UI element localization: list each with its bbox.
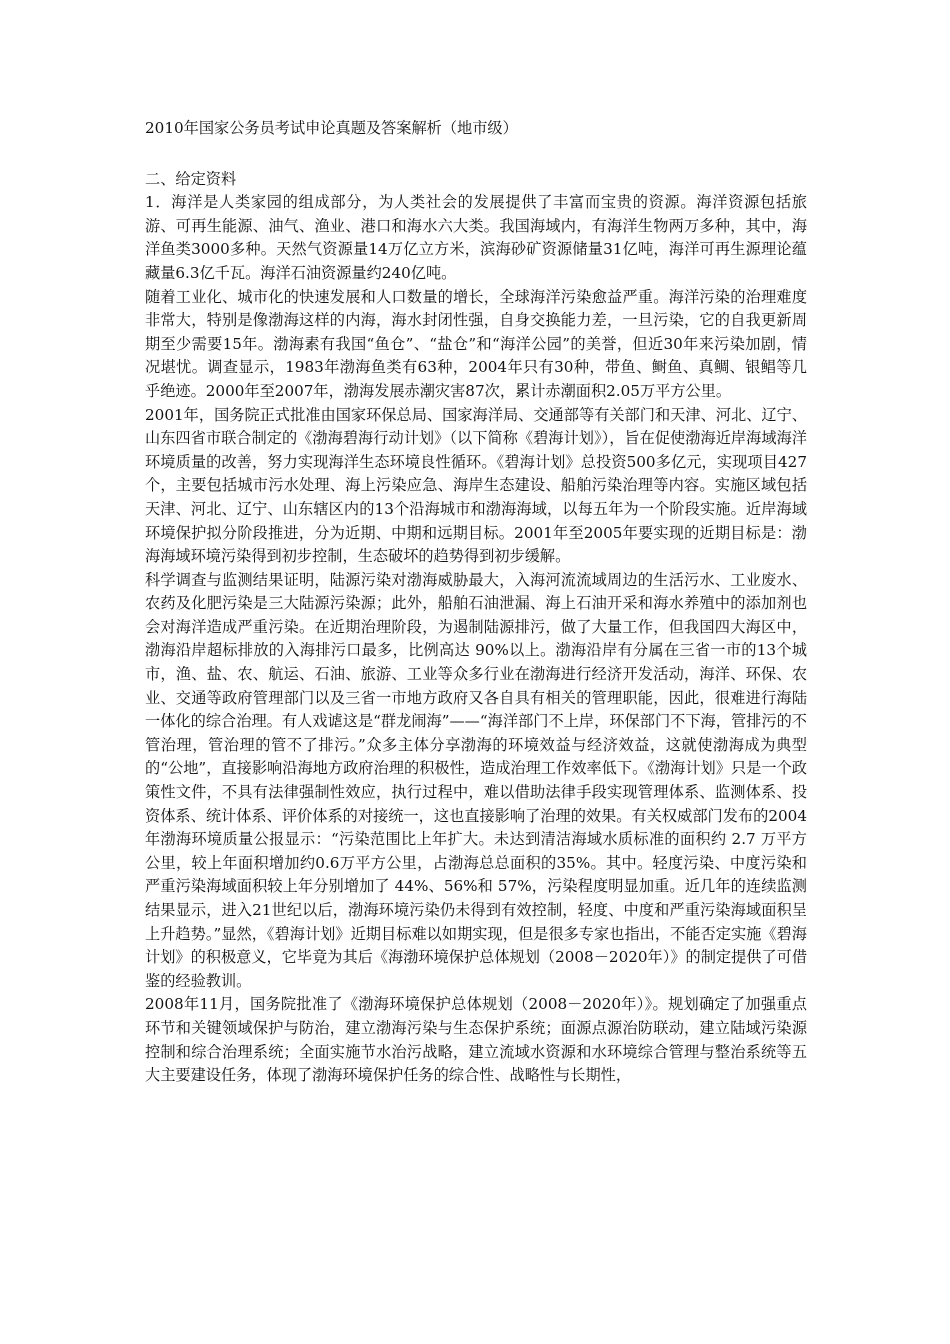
- document-title: 2010年国家公务员考试申论真题及答案解析（地市级）: [145, 119, 518, 137]
- document-page: [145, 117, 807, 1088]
- section-heading: 二、给定资料: [145, 169, 237, 188]
- paragraph-2: 随着工业化、城市化的快速发展和人口数量的增长，全球海洋污染愈益严重。海洋污染的治理难度非常大，特别是像渤海这样的内海，海水封闭性强，自身交换能力差，一旦污染，它的自我更新周期至少需要15年。渤海素有我国“鱼仓”、“盐仓”和“海洋公园”的美誉，但近30年来污染加剧，情况堪忧。调查显示，1983年渤海鱼类有63种，2004年只有30种，带鱼、鲥鱼、真鲷、银鲳等几乎绝迹。2000年至2007年，渤海发展赤潮灾害87次，累计赤潮面积2.05万平方公里。: [145, 287, 807, 400]
- title-spacer: [145, 141, 807, 168]
- paragraph-4: 科学调查与监测结果证明，陆源污染对渤海威胁最大，入海河流流域周边的生活污水、工业废水、农药及化肥污染是三大陆源污染源；此外，船舶石油泄漏、海上石油开采和海水养殖中的添加剂也会对海洋造成严重污染。在近期治理阶段，为遏制陆源排污，做了大量工作，但我国四大海区中，渤海沿岸超标排放的入海排污口最多，比例高达 90%以上。渤海沿岸有分属在三省一市的13个城市，渔、盐、农、航运、石油、旅游、工业等众多行业在渤海进行经济开发活动，海洋、环保、农业、交通等政府管理部门以及三省一市地方政府又各自具有相关的管理职能，因此，很难进行海陆一体化的综合治理。有人戏谑这是“群龙闹海”——“海洋部门不上岸，环保部门不下海，管排污的不管治理，管治理的管不了排污。”众多主体分享渤海的环境效益与经济效益，这就使渤海成为典型的“公地”，直接影响沿海地方政府治理的积极性，造成治理工作效率低下。《渤海计划》只是一个政策性文件，不具有法律强制性效应，执行过程中，难以借助法律手段实现管理体系、监测体系、投资体系、统计体系、评价体系的对接统一，这也直接影响了治理的效果。有关权威部门发布的2004年渤海环境质量公报显示：“污染范围比上年扩大。未达到清洁海域水质标准的面积约 2.7 万平方公里，较上年面积增加约0.6万平方公里，占渤海总总面积的35%。其中。轻度污染、中度污染和严重污染海域面积较上年分别增加了 44%、56%和 57%，污染程度明显加重。近几年的连续监测结果显示，进入21世纪以后，渤海环境污染仍未得到有效控制，轻度、中度和严重污染海域面积呈上升趋势。”显然，《碧海计划》近期目标难以如期实现，但是很多专家也指出，不能否定实施《碧海计划》的积极意义，它毕竟为其后《海渤环境保护总体规划（2008－2020年）》的制定提供了可借鉴的经验教训。: [145, 570, 808, 990]
- paragraph-1: 1．海洋是人类家园的组成部分，为人类社会的发展提供了丰富而宝贵的资源。海洋资源包括旅游、可再生能源、油气、渔业、港口和海水六大类。我国海域内，有海洋生物两万多种，其中，海洋鱼类3000多种。天然气资源量14万亿立方米，滨海砂矿资源储量31亿吨，海洋可再生源理论蕴藏量6.3亿千瓦。海洋石油资源量约240亿吨。: [145, 193, 807, 282]
- paragraph-5: 2008年11月，国务院批准了《渤海环境保护总体规划（2008－2020年）》。规划确定了加强重点环节和关键领域保护与防治，建立渤海污染与生态保护系统；面源点源治防联动，建立陆域污染源控制和综合治理系统；全面实施节水治污战略，建立流域水资源和水环境综合管理与整治系统等五大主要建设任务，体现了渤海环境保护任务的综合性、战略性与长期性，: [145, 995, 807, 1085]
- paragraph-3: 2001年，国务院正式批准由国家环保总局、国家海洋局、交通部等有关部门和天津、河北、辽宁、山东四省市联合制定的《渤海碧海行动计划》（以下简称《碧海计划》），旨在促使渤海近岸海域海洋环境质量的改善，努力实现海洋生态环境良性循环。《碧海计划》总投资500多亿元，实现项目427个，主要包括城市污水处理、海上污染应急、海岸生态建设、船舶污染治理等内容。实施区域包括天津、河北、辽宁、山东辖区内的13个沿海城市和渤海海域，以每五年为一个阶段实施。近岸海域环境保护拟分阶段推进，分为近期、中期和远期目标。2001年至2005年要实现的近期目标是：渤海海域环境污染得到初步控制，生态破坏的趋势得到初步缓解。: [145, 405, 807, 566]
